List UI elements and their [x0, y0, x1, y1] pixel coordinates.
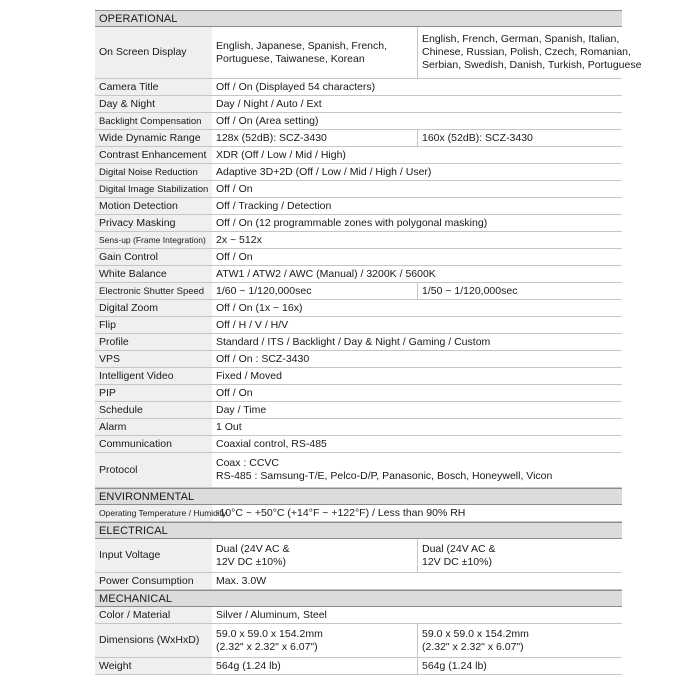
spec-row-motion-detection — [95, 198, 622, 215]
spec-value-alt-line: (2.32" x 2.32" x 6.07") — [422, 640, 524, 653]
spec-label: Digital Noise Reduction — [95, 164, 212, 180]
spec-value-line: Off / On (Displayed 54 characters) — [216, 80, 376, 93]
spec-row-camera-title — [95, 79, 622, 96]
spec-label: Digital Zoom — [95, 300, 212, 316]
spec-value — [212, 147, 622, 163]
section-header-mechanical: MECHANICAL — [95, 590, 622, 607]
spec-value-line: 564g (1.24 lb) — [216, 659, 281, 672]
spec-label: Camera Title — [95, 79, 212, 95]
spec-value — [212, 317, 622, 333]
spec-value — [212, 505, 622, 521]
spec-value-line: Coax : CCVC — [216, 457, 280, 469]
spec-value — [212, 419, 622, 435]
spec-row-profile — [95, 334, 622, 351]
spec-value — [212, 368, 622, 384]
spec-row-operating-temperature-humidity — [95, 505, 622, 522]
spec-value-line: XDR (Off / Low / Mid / High) — [216, 148, 346, 161]
spec-label: Backlight Compensation — [95, 113, 212, 129]
spec-value-line: -10°C ~ +50°C (+14°F ~ +122°F) / Less than 90% RH — [216, 506, 466, 519]
spec-label: PIP — [95, 385, 212, 401]
spec-value — [212, 385, 622, 401]
spec-label: Protocol — [95, 453, 212, 487]
spec-value-line: Fixed / Moved — [216, 369, 282, 382]
spec-label: Privacy Masking — [95, 215, 212, 231]
spec-value-line: Off / On : SCZ-3430 — [216, 352, 310, 365]
spec-label: Day & Night — [95, 96, 212, 112]
spec-value-alt — [417, 130, 622, 146]
spec-row-communication — [95, 436, 622, 453]
spec-row-sens-up-frame-integration — [95, 232, 622, 249]
spec-value-alt-line: Dual (24V AC & — [422, 542, 496, 555]
spec-value-line: Off / On (Area setting) — [216, 114, 319, 127]
spec-label: Digital Image Stabilization — [95, 181, 212, 197]
spec-row-color-material — [95, 607, 622, 624]
spec-value-alt-line: 12V DC ±10%) — [422, 555, 492, 568]
spec-value-alt-line: 1/50 ~ 1/120,000sec — [422, 284, 518, 297]
spec-label: Alarm — [95, 419, 212, 435]
spec-label: Flip — [95, 317, 212, 333]
spec-row-gain-control — [95, 249, 622, 266]
spec-value-line: (2.32" x 2.32" x 6.07") — [216, 640, 318, 653]
spec-label: Electronic Shutter Speed — [95, 283, 212, 299]
section-header-electrical: ELECTRICAL — [95, 522, 622, 539]
spec-value — [212, 164, 622, 180]
spec-row-on-screen-display — [95, 27, 642, 79]
spec-table — [95, 10, 642, 675]
spec-label: Wide Dynamic Range — [95, 130, 212, 146]
spec-value-line: Day / Night / Auto / Ext — [216, 97, 322, 110]
spec-value-line: Silver / Aluminum, Steel — [216, 608, 327, 621]
spec-row-dimensions-wxhxd — [95, 624, 622, 658]
spec-value — [212, 215, 622, 231]
spec-value-line: Off / H / V / H/V — [216, 318, 289, 331]
spec-value-line: Max. 3.0W — [216, 574, 267, 587]
spec-value-line: English, Japanese, Spanish, French, — [216, 39, 388, 52]
spec-value-line: 128x (52dB): SCZ-3430 — [216, 131, 327, 144]
spec-label: White Balance — [95, 266, 212, 282]
spec-value-line: Off / On — [216, 250, 253, 263]
spec-value-line: Dual (24V AC & — [216, 542, 290, 555]
spec-value-line: Standard / ITS / Backlight / Day & Night / Gaming / Custom — [216, 335, 491, 348]
spec-row-pip — [95, 385, 622, 402]
spec-label: Gain Control — [95, 249, 212, 265]
spec-row-wide-dynamic-range — [95, 130, 622, 147]
spec-row-electronic-shutter-speed — [95, 283, 622, 300]
spec-value-line: 2x ~ 512x — [216, 233, 262, 246]
spec-row-power-consumption — [95, 573, 622, 590]
spec-label: Communication — [95, 436, 212, 452]
spec-row-digital-zoom — [95, 300, 622, 317]
spec-value-line: Coaxial control, RS-485 — [216, 437, 327, 450]
spec-value — [212, 351, 622, 367]
spec-row-flip — [95, 317, 622, 334]
spec-label: Operating Temperature / Humidity — [95, 505, 212, 521]
spec-value — [212, 27, 417, 78]
spec-label: Sens-up (Frame Integration) — [95, 232, 212, 248]
spec-value — [212, 198, 622, 214]
spec-value-line: Adaptive 3D+2D (Off / Low / Mid / High / User) — [216, 165, 432, 178]
spec-value-line: 12V DC ±10%) — [216, 555, 286, 568]
spec-row-backlight-compensation — [95, 113, 622, 130]
spec-value — [212, 334, 622, 350]
spec-label: On Screen Display — [95, 27, 212, 78]
spec-value — [212, 539, 417, 572]
spec-row-digital-image-stabilization — [95, 181, 622, 198]
spec-label: VPS — [95, 351, 212, 367]
spec-value-alt-line: 564g (1.24 lb) — [422, 659, 487, 672]
spec-value-line: Off / On — [216, 182, 253, 195]
spec-value-alt-line: Serbian, Swedish, Danish, Turkish, Portuguese — [422, 59, 642, 71]
spec-value-alt-line: 59.0 x 59.0 x 154.2mm — [422, 627, 529, 640]
spec-value-line: 1/60 ~ 1/120,000sec — [216, 284, 312, 297]
spec-value-alt — [417, 624, 622, 657]
spec-label: Input Voltage — [95, 539, 212, 572]
spec-value-alt — [417, 27, 642, 78]
spec-value-line: Off / On — [216, 386, 253, 399]
spec-row-protocol — [95, 453, 622, 488]
spec-value — [212, 283, 417, 299]
spec-value — [212, 402, 622, 418]
spec-value — [212, 79, 622, 95]
spec-value-line: Portuguese, Taiwanese, Korean — [216, 52, 365, 65]
spec-value — [212, 96, 622, 112]
spec-value-line: Off / On (12 programmable zones with polygonal masking) — [216, 216, 488, 229]
spec-value-line: 1 Out — [216, 420, 242, 433]
spec-value — [212, 453, 622, 487]
spec-value-alt — [417, 283, 622, 299]
spec-label: Intelligent Video — [95, 368, 212, 384]
spec-label: Weight — [95, 658, 212, 674]
spec-value-line: ATW1 / ATW2 / AWC (Manual) / 3200K / 5600K — [216, 267, 436, 280]
spec-value — [212, 624, 417, 657]
spec-label: Motion Detection — [95, 198, 212, 214]
spec-value-alt — [417, 658, 622, 674]
spec-row-white-balance — [95, 266, 622, 283]
spec-label: Power Consumption — [95, 573, 212, 589]
spec-value — [212, 181, 622, 197]
spec-row-weight — [95, 658, 622, 675]
spec-label: Schedule — [95, 402, 212, 418]
spec-row-input-voltage — [95, 539, 622, 573]
spec-row-alarm — [95, 419, 622, 436]
spec-value — [212, 573, 622, 589]
spec-row-digital-noise-reduction — [95, 164, 622, 181]
spec-row-vps — [95, 351, 622, 368]
section-header-operational: OPERATIONAL — [95, 10, 622, 27]
spec-label: Color / Material — [95, 607, 212, 623]
spec-value-line: RS-485 : Samsung-T/E, Pelco-D/P, Panasonic, Bosch, Honeywell, Vicon — [216, 470, 553, 482]
spec-value-line: Off / Tracking / Detection — [216, 199, 332, 212]
spec-value — [212, 249, 622, 265]
spec-value — [212, 436, 622, 452]
spec-row-day-night — [95, 96, 622, 113]
spec-value-alt — [417, 539, 622, 572]
spec-value-alt-line: Chinese, Russian, Polish, Czech, Romanian, — [422, 46, 631, 58]
spec-value — [212, 130, 417, 146]
spec-value — [212, 232, 622, 248]
spec-value — [212, 113, 622, 129]
spec-row-schedule — [95, 402, 622, 419]
section-header-environmental: ENVIRONMENTAL — [95, 488, 622, 505]
spec-value-line: Off / On (1x ~ 16x) — [216, 301, 303, 314]
spec-value-line: Day / Time — [216, 403, 267, 416]
spec-value-line: 59.0 x 59.0 x 154.2mm — [216, 627, 323, 640]
spec-label: Dimensions (WxHxD) — [95, 624, 212, 657]
spec-value-alt-line: 160x (52dB): SCZ-3430 — [422, 131, 533, 144]
spec-value — [212, 266, 622, 282]
spec-label: Contrast Enhancement — [95, 147, 212, 163]
spec-value — [212, 607, 622, 623]
spec-value — [212, 658, 417, 674]
spec-label: Profile — [95, 334, 212, 350]
spec-value-alt-line: English, French, German, Spanish, Italian, — [422, 33, 620, 45]
spec-row-privacy-masking — [95, 215, 622, 232]
spec-value — [212, 300, 622, 316]
spec-row-contrast-enhancement — [95, 147, 622, 164]
spec-row-intelligent-video — [95, 368, 622, 385]
